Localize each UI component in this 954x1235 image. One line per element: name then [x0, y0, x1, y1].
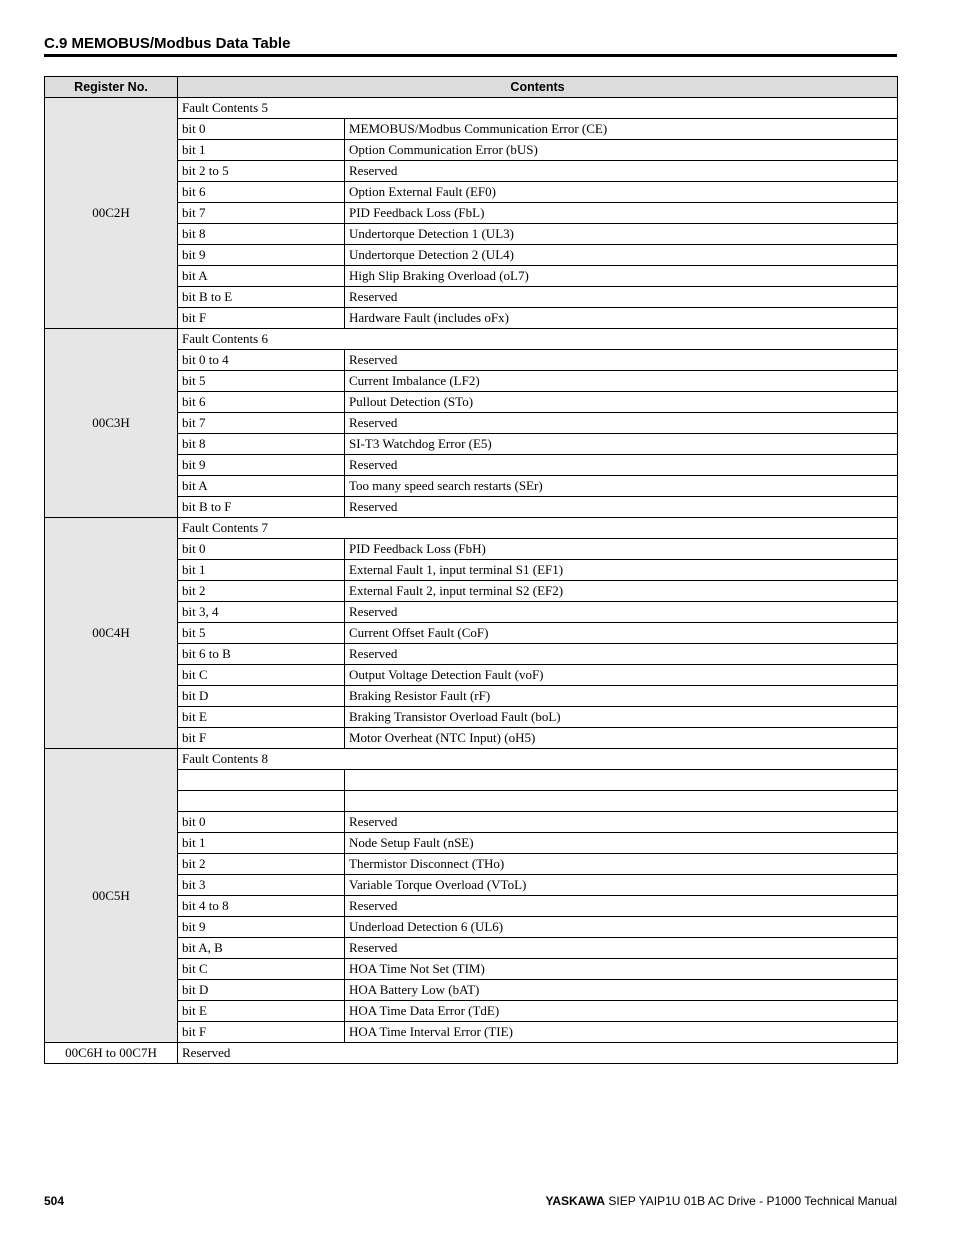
bit-cell: bit 5 [178, 371, 345, 392]
bit-cell: bit 7 [178, 413, 345, 434]
column-header-register: Register No. [45, 77, 178, 98]
description-cell: Reserved [345, 350, 898, 371]
description-cell: Current Offset Fault (CoF) [345, 623, 898, 644]
description-cell [345, 770, 898, 791]
description-cell: Reserved [345, 644, 898, 665]
bit-cell: bit F [178, 728, 345, 749]
footer-manual: SIEP YAIP1U 01B AC Drive - P1000 Technical Manual [608, 1194, 897, 1208]
description-cell: Pullout Detection (STo) [345, 392, 898, 413]
description-cell: HOA Time Not Set (TIM) [345, 959, 898, 980]
description-cell: Node Setup Fault (nSE) [345, 833, 898, 854]
description-cell: Motor Overheat (NTC Input) (oH5) [345, 728, 898, 749]
table-body [45, 98, 898, 1064]
description-cell: HOA Battery Low (bAT) [345, 980, 898, 1001]
description-cell: Option Communication Error (bUS) [345, 140, 898, 161]
table-row [45, 1043, 898, 1064]
bit-cell: bit 1 [178, 833, 345, 854]
bit-cell: bit 9 [178, 245, 345, 266]
group-title: Fault Contents 5 [178, 98, 898, 119]
register-number: 00C3H [45, 329, 178, 518]
bit-cell: bit 7 [178, 203, 345, 224]
description-cell: Reserved [345, 413, 898, 434]
bit-cell: bit 9 [178, 455, 345, 476]
bit-cell: bit B to E [178, 287, 345, 308]
bit-cell: bit 6 [178, 182, 345, 203]
bit-cell: bit 2 [178, 854, 345, 875]
title-rule [44, 54, 897, 57]
description-cell: Variable Torque Overload (VToL) [345, 875, 898, 896]
bit-cell: bit F [178, 1022, 345, 1043]
bit-cell: bit 4 to 8 [178, 896, 345, 917]
description-cell: Option External Fault (EF0) [345, 182, 898, 203]
description-cell: Reserved [345, 287, 898, 308]
bit-cell [178, 770, 345, 791]
bit-cell: bit E [178, 707, 345, 728]
bit-cell: bit 6 to B [178, 644, 345, 665]
description-cell: External Fault 2, input terminal S2 (EF2) [345, 581, 898, 602]
memobus-data-table [44, 76, 898, 1064]
description-cell: Braking Resistor Fault (rF) [345, 686, 898, 707]
group-title: Fault Contents 6 [178, 329, 898, 350]
bit-cell: bit 0 [178, 119, 345, 140]
description-cell: PID Feedback Loss (FbL) [345, 203, 898, 224]
footer-brand: YASKAWA [545, 1194, 606, 1208]
bit-cell: bit A, B [178, 938, 345, 959]
bit-cell: bit A [178, 476, 345, 497]
bit-cell: bit 8 [178, 434, 345, 455]
bit-cell: bit 2 to 5 [178, 161, 345, 182]
description-cell: Current Imbalance (LF2) [345, 371, 898, 392]
register-number: 00C4H [45, 518, 178, 749]
table-header-row [45, 77, 898, 98]
description-cell: HOA Time Data Error (TdE) [345, 1001, 898, 1022]
bit-cell: bit 0 [178, 812, 345, 833]
section-title: C.9 MEMOBUS/Modbus Data Table [44, 35, 291, 52]
description-cell: High Slip Braking Overload (oL7) [345, 266, 898, 287]
bit-cell: bit A [178, 266, 345, 287]
bit-cell: bit 0 to 4 [178, 350, 345, 371]
bit-cell: bit 0 [178, 539, 345, 560]
description-cell: Reserved [345, 812, 898, 833]
group-title: Fault Contents 8 [178, 749, 898, 770]
bit-cell: bit 8 [178, 224, 345, 245]
register-number: 00C2H [45, 98, 178, 329]
bit-cell: bit F [178, 308, 345, 329]
bit-cell: bit 2 [178, 581, 345, 602]
description-cell: PID Feedback Loss (FbH) [345, 539, 898, 560]
description-cell: Reserved [345, 896, 898, 917]
table-row [45, 98, 898, 119]
description-cell [345, 791, 898, 812]
description-cell: External Fault 1, input terminal S1 (EF1) [345, 560, 898, 581]
description-cell: Reserved [345, 161, 898, 182]
description-cell: Reserved [345, 938, 898, 959]
description-cell: Undertorque Detection 1 (UL3) [345, 224, 898, 245]
description-cell: Reserved [345, 497, 898, 518]
column-header-contents: Contents [178, 77, 898, 98]
bit-cell: bit B to F [178, 497, 345, 518]
description-cell: Reserved [178, 1043, 898, 1064]
bit-cell: bit 1 [178, 560, 345, 581]
bit-cell: bit C [178, 959, 345, 980]
description-cell: Undertorque Detection 2 (UL4) [345, 245, 898, 266]
description-cell: Thermistor Disconnect (THo) [345, 854, 898, 875]
description-cell: SI-T3 Watchdog Error (E5) [345, 434, 898, 455]
bit-cell: bit 1 [178, 140, 345, 161]
description-cell: Reserved [345, 455, 898, 476]
description-cell: HOA Time Interval Error (TIE) [345, 1022, 898, 1043]
bit-cell: bit 3 [178, 875, 345, 896]
table-row [45, 329, 898, 350]
bit-cell: bit D [178, 980, 345, 1001]
bit-cell: bit 3, 4 [178, 602, 345, 623]
register-number: 00C6H to 00C7H [45, 1043, 178, 1064]
description-cell: Hardware Fault (includes oFx) [345, 308, 898, 329]
group-title: Fault Contents 7 [178, 518, 898, 539]
bit-cell: bit E [178, 1001, 345, 1022]
bit-cell: bit D [178, 686, 345, 707]
bit-cell: bit 6 [178, 392, 345, 413]
description-cell: Braking Transistor Overload Fault (boL) [345, 707, 898, 728]
bit-cell: bit 5 [178, 623, 345, 644]
description-cell: MEMOBUS/Modbus Communication Error (CE) [345, 119, 898, 140]
page-number: 504 [44, 1194, 65, 1208]
bit-cell: bit 9 [178, 917, 345, 938]
bit-cell: bit C [178, 665, 345, 686]
register-number: 00C5H [45, 749, 178, 1043]
description-cell: Output Voltage Detection Fault (voF) [345, 665, 898, 686]
bit-cell [178, 791, 345, 812]
description-cell: Too many speed search restarts (SEr) [345, 476, 898, 497]
table-row [45, 518, 898, 539]
description-cell: Reserved [345, 602, 898, 623]
table-row [45, 749, 898, 770]
description-cell: Underload Detection 6 (UL6) [345, 917, 898, 938]
footer-manual-title [545, 1194, 897, 1208]
